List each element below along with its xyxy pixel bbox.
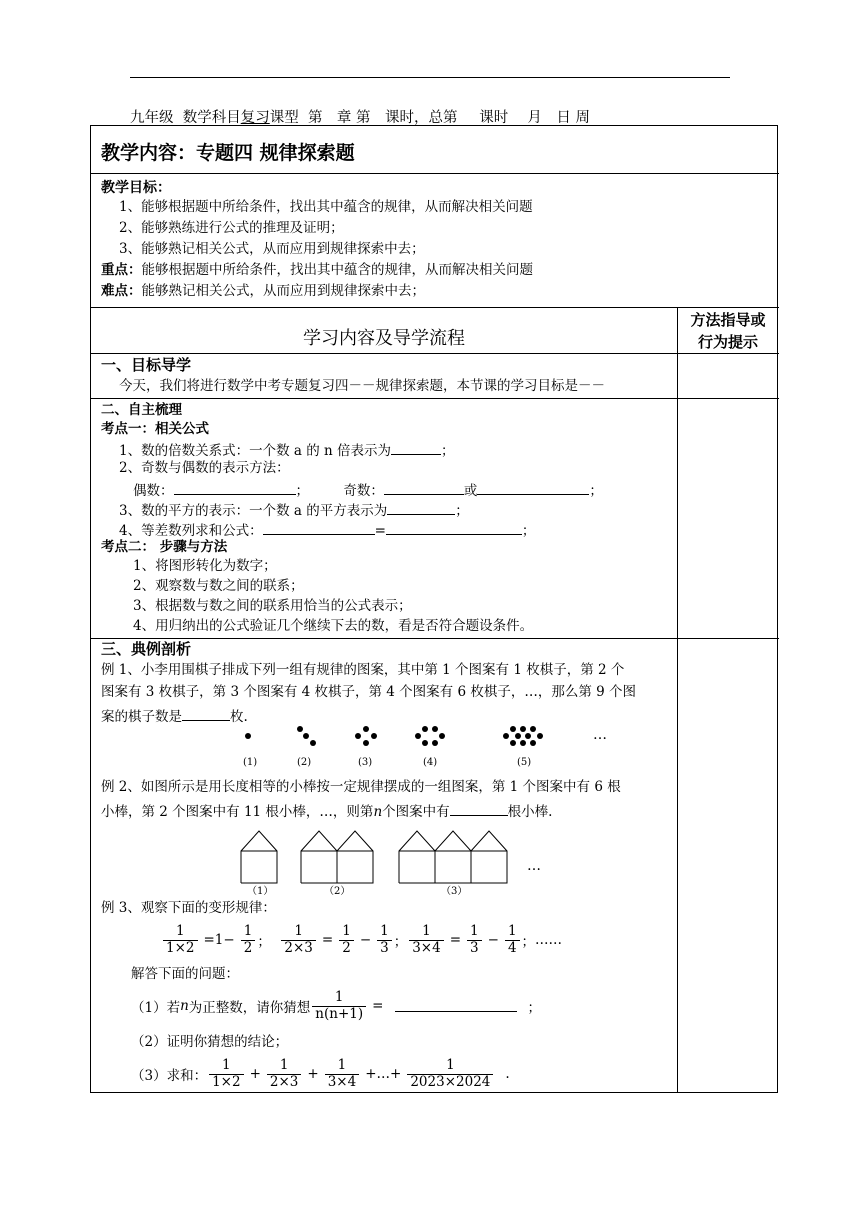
example3-answer-label: 解答下面的问题： [131,966,239,982]
side-title-line: 方法指导或 [690,311,766,329]
operator: +…+ [365,1066,402,1082]
period: . [505,1066,510,1082]
example2-text [101,803,552,820]
example1-text-a: 案的棋子数是 [101,709,182,725]
ellipsis: …… [535,932,563,948]
type-label: 课型 [269,110,299,126]
formula-item: 4、等差数列求和公式： = ； [119,523,536,539]
side-title [677,309,779,353]
example1-text: 例 1、小李用围棋子排成下列一组有规律的图案，其中第 1 个图案有 1 枚棋子，第 2 个 [101,662,625,678]
operator: + [249,1066,261,1082]
answer-blank[interactable] [386,522,522,535]
answer-blank[interactable] [182,708,230,721]
goal-item: 2、能够熟练进行公式的推理及证明； [119,220,344,236]
stick-houses-figure [231,826,551,906]
stone-pattern-1 [245,733,251,739]
separator: ； [393,934,408,950]
example2-text-c: 根小棒. [507,804,553,820]
even-label: 偶数： [133,483,174,499]
answer-blank[interactable] [174,482,296,495]
odd-label: 奇数： [343,483,384,499]
house-pattern-2 [301,831,373,883]
content-title: 教学内容：专题四 规律探索题 [101,142,355,164]
goal-item: 1、能够根据题中所给条件，找出其中蕴含的规律，从而解决相关问题 [119,199,533,215]
key-label: 重点： [101,262,142,278]
figure-label: (5) [517,757,532,768]
section2-title: 二、自主梳理 [101,402,182,418]
side-column-divider [677,307,678,1093]
fraction: $\frac{1}{1\times 2}$ [209,1058,244,1090]
header-rule [130,77,730,78]
formula-item: 2、奇数与偶数的表示方法： [119,460,290,476]
header-rest: 第__章 第__课时，总第___课时 __月__日 周___ [307,110,612,126]
example1-text [101,708,248,725]
figure-label: (4) [423,757,438,768]
grade: 九年级 [130,110,174,126]
q1-text: 为正整数，请你猜想 [188,1000,311,1016]
formula-item: 1、数的倍数关系式：一个数 a 的 n 倍表示为 ； [119,443,455,459]
row-divider [91,307,779,308]
key-text: 能够根据题中所给条件，找出其中蕴含的规律，从而解决相关问题 [141,262,533,278]
formula-text: 3、数的平方的表示：一个数 a 的平方表示为 [119,503,388,519]
step-item: 1、将图形转化为数字； [133,558,277,574]
fraction: $\frac{1}{3\times 4}$ [325,1058,360,1090]
example3-text: 例 3、观察下面的变形规律： [101,900,276,916]
section1-text: 今天，我们将进行数学中考专题复习四－－规律探索题，本节课的学习目标是－－ [119,378,605,394]
q1-text: （1）若 [131,1000,181,1016]
stone-pattern-2 [297,726,316,746]
row-divider [91,353,779,354]
figure-ellipsis: … [593,727,607,743]
fraction: $\frac{1}{n(n+1)}$ [312,990,366,1022]
row-divider [91,173,779,174]
example3-rule [161,918,562,962]
variable-n: n [373,804,383,820]
operator: = [372,998,384,1014]
stone-pattern-5 [503,726,543,746]
answer-blank[interactable] [384,482,464,495]
figure-ellipsis: … [527,858,541,874]
example2-text: 例 2、如图所示是用长度相等的小棒按一定规律摆成的一组图案，第 1 个图案中有 6 根 [101,779,621,795]
variable-n: n [180,998,189,1014]
stone-pattern-3 [355,726,377,746]
point1-label: 考点一：相关公式 [101,421,209,437]
house-pattern-1 [241,831,277,883]
fraction: $\frac{1}{3}$ [467,924,482,956]
separator: ； [527,1000,541,1016]
example3-question1 [131,984,541,1028]
answer-blank[interactable] [395,1001,517,1012]
figure-label: （1） [247,886,274,897]
example3-question2: （2）证明你猜想的结论； [131,1034,289,1050]
subject: 复习 [240,110,270,126]
side-title-line: 行为提示 [697,333,758,351]
fraction: $\frac{1}{2\times 3}$ [281,924,316,956]
goals-label: 教学目标： [101,180,171,196]
subject-prefix: 数学科目 [182,110,241,126]
fraction: $\frac{1}{4}$ [505,924,520,956]
figure-label: (3) [358,757,373,768]
figure-label: （3） [441,886,468,897]
section1-title: 一、目标导学 [101,356,192,374]
example1-text: 图案有 3 枚棋子，第 3 个图案有 4 枚棋子，第 4 个图案有 6 枚棋子，…，那么第 9 个图 [101,684,637,700]
goal-item: 3、能够熟记相关公式，从而应用到规律探索中去； [119,241,425,257]
operator: = [321,932,334,948]
example1-text-b: 枚. [230,709,248,725]
fraction: $\frac{1}{1\times 2}$ [163,924,198,956]
difficult-text: 能够熟记相关公式，从而应用到规律探索中去； [141,283,425,299]
fraction: $\frac{1}{2}$ [241,924,256,956]
fraction: $\frac{1}{2\times 3}$ [267,1058,302,1090]
difficult-label: 难点： [101,283,142,299]
step-item: 4、用归纳出的公式验证几个继续下去的数，看是否符合题设条件。 [133,618,534,634]
fraction: $\frac{1}{2}$ [339,924,354,956]
row-divider [91,638,779,639]
answer-blank[interactable] [263,522,375,535]
separator: ； [521,934,536,950]
figure-label: （2） [324,886,351,897]
answer-blank[interactable] [391,442,441,455]
example3-question3 [131,1052,510,1096]
lesson-table [90,125,778,1093]
stone-pattern-4 [415,726,445,746]
difficult-point [101,285,425,299]
step-item: 3、根据数与数之间的联系用恰当的公式表示； [133,598,412,614]
q3-text: （3）求和： [131,1068,208,1084]
operator: = [449,932,462,948]
fraction: $\frac{1}{2023\times 2024}$ [407,1058,493,1090]
house-pattern-3 [399,831,507,883]
example2-text-b: 个图案中有 [382,804,450,820]
operator: =1− [203,932,235,948]
stone-patterns-figure [231,724,611,768]
step-item: 2、观察数与数之间的联系； [133,578,304,594]
key-point [101,264,533,278]
operator: − [359,932,372,948]
lesson-header [130,106,740,127]
flow-title: 学习内容及导学流程 [303,328,465,349]
answer-blank[interactable] [450,803,508,816]
point2-label: 考点二： 步骤与方法 [101,539,228,555]
figure-label: (1) [243,757,258,768]
answer-blank[interactable] [477,482,589,495]
formula-text: 4、等差数列求和公式： [119,523,263,539]
parity-line: 偶数： ； 奇数： 或 ； [133,483,603,499]
fraction: $\frac{1}{3}$ [377,924,392,956]
fraction: $\frac{1}{3\times 4}$ [409,924,444,956]
formula-item: 3、数的平方的表示：一个数 a 的平方表示为 ； [119,503,469,519]
answer-blank[interactable] [387,502,455,515]
example2-text-a: 小棒，第 2 个图案中有 11 根小棒，…，则第 [101,804,374,820]
operator: + [307,1066,319,1082]
section3-title: 三、典例剖析 [101,640,192,658]
figure-label: (2) [297,757,312,768]
operator: − [487,932,499,948]
or-label: 或 [463,483,478,499]
separator: ； [257,934,271,950]
formula-text: 1、数的倍数关系式：一个数 a 的 n 倍表示为 [119,443,391,459]
row-divider [91,398,779,399]
